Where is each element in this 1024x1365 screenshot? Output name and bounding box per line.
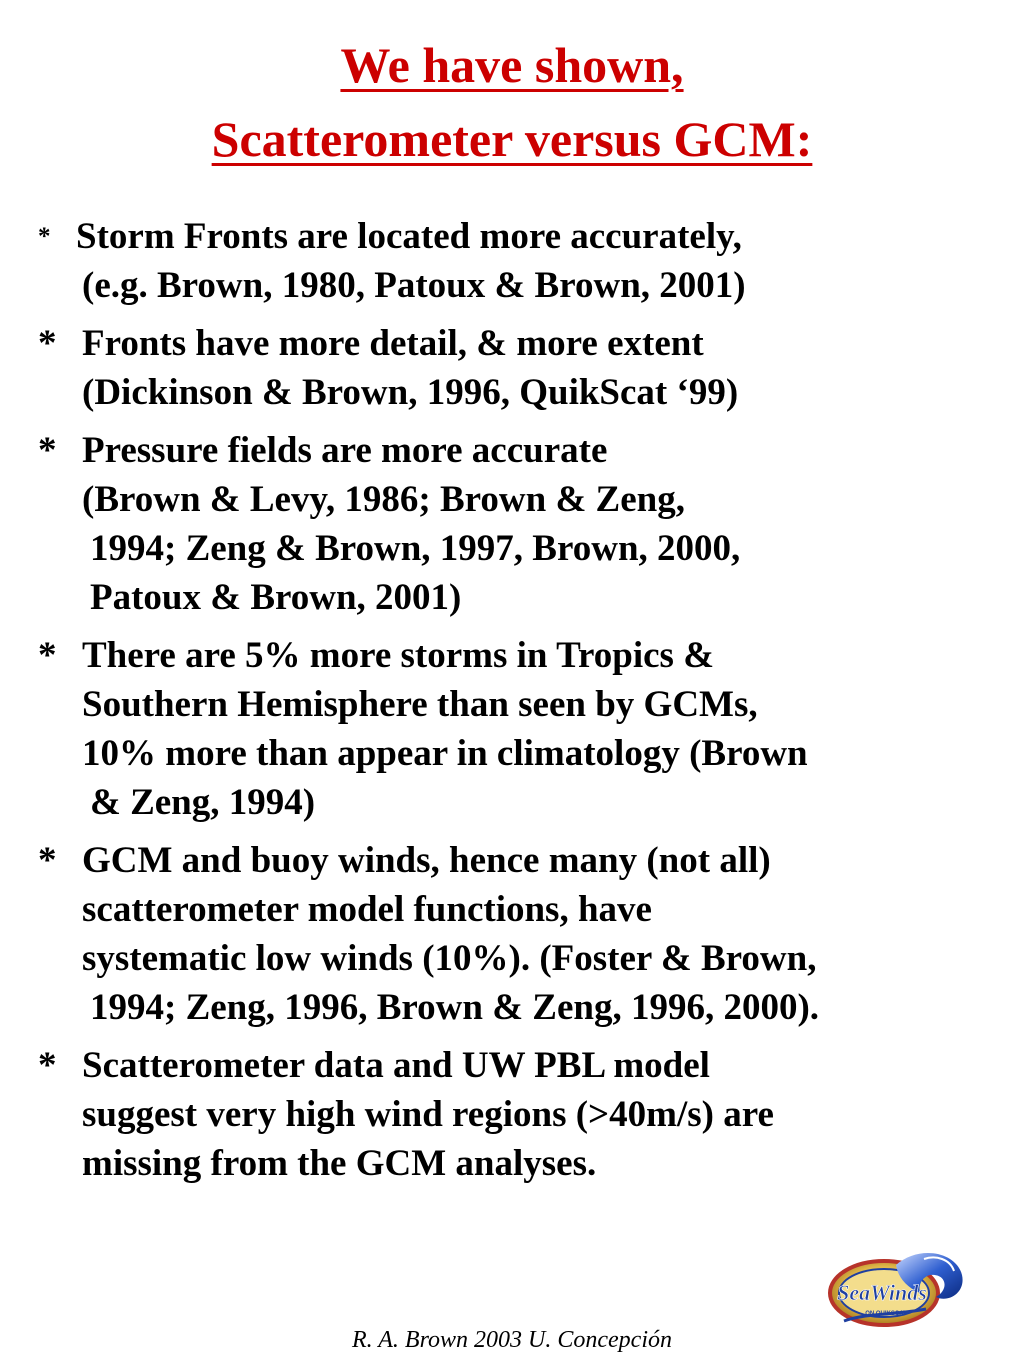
bullet-line: (Dickinson & Brown, 1996, QuikScat ‘99) (82, 372, 739, 413)
bullet-item (34, 631, 1009, 827)
bullet-item (34, 319, 1009, 417)
bullet-line: 10% more than appear in climatology (Brown (82, 733, 808, 774)
bullet-marker: * (38, 635, 57, 676)
footer-credit: R. A. Brown 2003 U. Concepción (352, 1327, 672, 1353)
bullet-line: Southern Hemisphere than seen by GCMs, (82, 684, 758, 725)
bullet-line: & Zeng, 1994) (90, 782, 316, 823)
bullet-item (34, 836, 1009, 1032)
logo-title: SeaWinds (837, 1280, 927, 1305)
bullet-marker: * (38, 1045, 57, 1086)
bullet-line: (e.g. Brown, 1980, Patoux & Brown, 2001) (82, 265, 746, 306)
bullet-marker: * (38, 323, 57, 364)
bullet-line: There are 5% more storms in Tropics & (82, 635, 715, 676)
bullet-item (34, 1041, 1009, 1188)
bullet-line: 1994; Zeng & Brown, 1997, Brown, 2000, (90, 528, 741, 569)
bullet-line: Patoux & Brown, 2001) (90, 577, 462, 618)
bullet-item (34, 212, 1009, 310)
bullet-item (34, 426, 1009, 622)
bullet-line: Storm Fronts are located more accurately, (76, 216, 742, 257)
bullet-list (34, 212, 1009, 1197)
logo-subtitle: ON QUIKSCAT (865, 1311, 907, 1317)
bullet-line: suggest very high wind regions (>40m/s) are (82, 1094, 774, 1135)
bullet-line: 1994; Zeng, 1996, Brown & Zeng, 1996, 2000). (90, 987, 820, 1028)
bullet-marker: * (38, 223, 51, 250)
bullet-line: missing from the GCM analyses. (82, 1143, 597, 1184)
bullet-line: systematic low winds (10%). (Foster & Brown, (82, 938, 817, 979)
seawinds-logo-icon (826, 1245, 966, 1330)
bullet-marker: * (38, 840, 57, 881)
bullet-line: Scatterometer data and UW PBL model (82, 1045, 710, 1086)
bullet-marker: * (38, 430, 57, 471)
bullet-line: Fronts have more detail, & more extent (82, 323, 704, 364)
bullet-line: (Brown & Levy, 1986; Brown & Zeng, (82, 479, 685, 520)
slide-title-line-1: We have shown, (340, 37, 684, 93)
bullet-line: Pressure fields are more accurate (82, 430, 608, 471)
slide-title-line-2: Scatterometer versus GCM: (211, 111, 813, 167)
bullet-line: scatterometer model functions, have (82, 889, 652, 930)
bullet-line: GCM and buoy winds, hence many (not all) (82, 840, 771, 881)
